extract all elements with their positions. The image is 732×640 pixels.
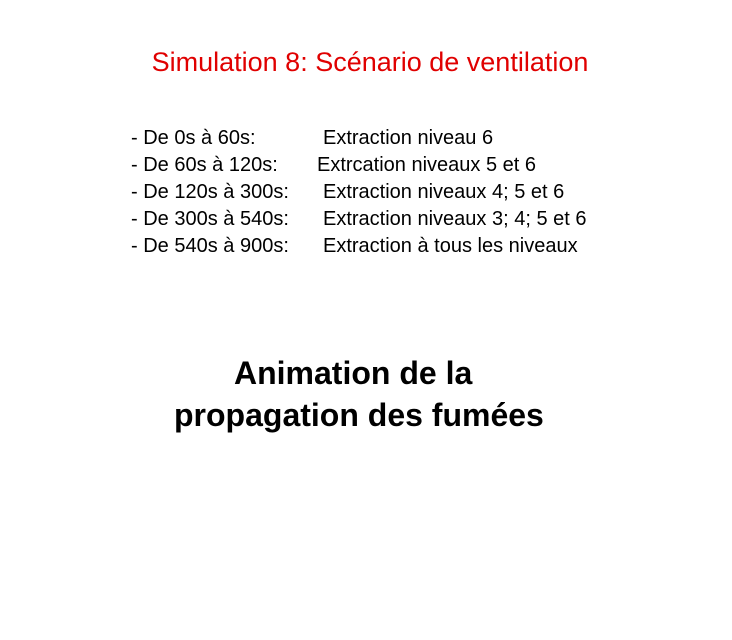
schedule-item: [131, 206, 587, 233]
schedule-time-range: - De 120s à 300s:: [131, 181, 289, 203]
schedule-action: Extraction à tous les niveaux: [323, 235, 578, 257]
schedule-action: Extraction niveaux 3; 4; 5 et 6: [323, 208, 587, 230]
schedule-item: [131, 152, 587, 179]
animation-heading-line2: propagation des fumées: [174, 397, 544, 433]
schedule-action: Extraction niveaux 4; 5 et 6: [323, 181, 565, 203]
ventilation-schedule: [131, 125, 587, 260]
schedule-time-range: - De 60s à 120s:: [131, 154, 278, 176]
schedule-time-range: - De 300s à 540s:: [131, 208, 289, 230]
schedule-time-range: - De 0s à 60s:: [131, 127, 256, 149]
slide-title: Simulation 8: Scénario de ventilation: [151, 47, 589, 77]
schedule-item: [131, 179, 587, 206]
schedule-item: [131, 125, 587, 152]
schedule-time-range: - De 540s à 900s:: [131, 235, 289, 257]
animation-heading-line1: Animation de la: [234, 355, 473, 391]
schedule-action: Extrcation niveaux 5 et 6: [317, 154, 537, 176]
schedule-item: [131, 233, 587, 260]
schedule-action: Extraction niveau 6: [323, 127, 494, 149]
